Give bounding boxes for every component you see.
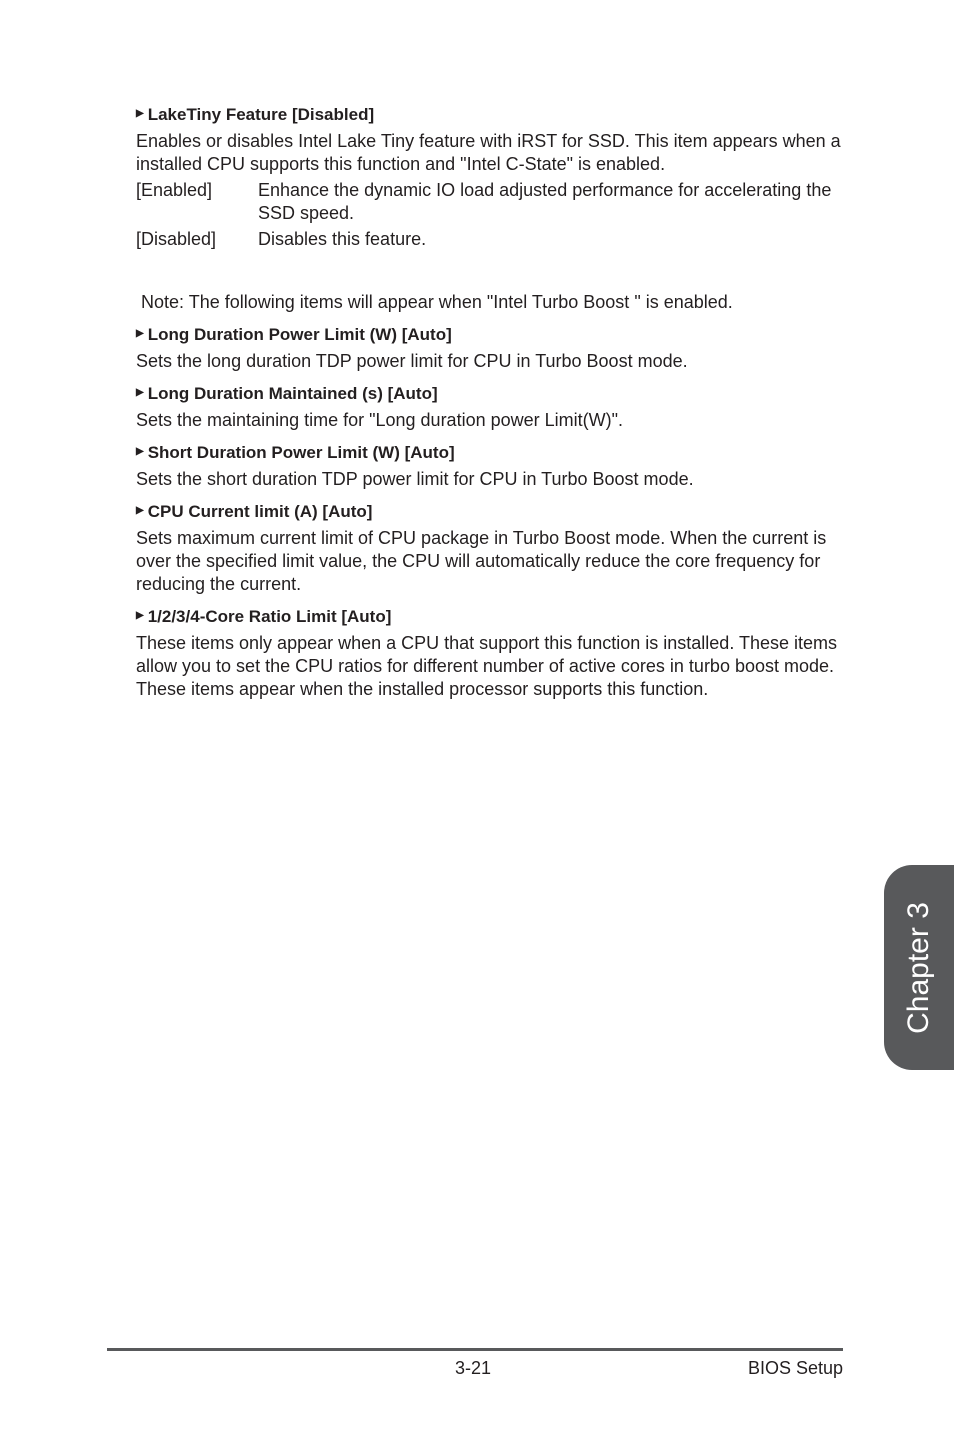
bullet-arrow-icon: ▶ bbox=[136, 328, 144, 339]
section-laketiny bbox=[136, 104, 848, 251]
section-core-ratio-limit bbox=[136, 606, 848, 701]
heading-text: Short Duration Power Limit (W) [Auto] bbox=[147, 443, 455, 462]
section-short-duration-power-limit bbox=[136, 442, 848, 491]
section-heading bbox=[136, 324, 848, 346]
section-heading bbox=[136, 383, 848, 405]
section-body: Sets maximum current limit of CPU package in Turbo Boost mode. When the current is over the specified limit value, the CPU will automatically reduce the core frequency for reducing the current. bbox=[136, 528, 827, 594]
footer-section-title: BIOS Setup bbox=[747, 1358, 843, 1378]
section-long-duration-maintained bbox=[136, 383, 848, 432]
page-number: 3-21 bbox=[455, 1358, 492, 1378]
heading-text: 1/2/3/4-Core Ratio Limit [Auto] bbox=[147, 607, 392, 626]
option-row bbox=[136, 179, 848, 225]
section-body: Sets the maintaining time for "Long duration power Limit(W)". bbox=[136, 410, 623, 430]
section-heading bbox=[136, 104, 848, 126]
heading-text: LakeTiny Feature [Disabled] bbox=[147, 105, 375, 124]
option-description: Enhance the dynamic IO load adjusted performance for accelerating the SSD speed. bbox=[258, 180, 832, 223]
bullet-arrow-icon: ▶ bbox=[136, 610, 144, 621]
heading-text: CPU Current limit (A) [Auto] bbox=[147, 502, 373, 521]
bullet-arrow-icon: ▶ bbox=[136, 387, 144, 398]
bullet-arrow-icon: ▶ bbox=[136, 505, 144, 516]
option-row bbox=[136, 228, 848, 251]
manual-content bbox=[136, 104, 848, 711]
option-key: [Disabled] bbox=[136, 229, 217, 249]
section-heading bbox=[136, 606, 848, 628]
bullet-arrow-icon: ▶ bbox=[136, 446, 144, 457]
option-description: Disables this feature. bbox=[258, 229, 427, 249]
section-long-duration-power-limit bbox=[136, 324, 848, 373]
turbo-boost-note: Note: The following items will appear when "Intel Turbo Boost " is enabled. bbox=[141, 292, 733, 312]
bullet-arrow-icon: ▶ bbox=[136, 108, 144, 119]
chapter-tab bbox=[884, 865, 954, 1070]
section-heading bbox=[136, 501, 848, 523]
section-body: These items only appear when a CPU that support this function is installed. These items allow you to set the CPU ratios for different number of active cores in turbo boost mode. These items appear when the installed processor supports this function. bbox=[136, 633, 838, 699]
heading-text: Long Duration Power Limit (W) [Auto] bbox=[147, 325, 452, 344]
section-heading bbox=[136, 442, 848, 464]
footer-divider bbox=[107, 1348, 843, 1351]
section-cpu-current-limit bbox=[136, 501, 848, 596]
section-body: Enables or disables Intel Lake Tiny feature with iRST for SSD. This item appears when a installed CPU supports this function and "Intel C-State" is enabled. bbox=[136, 131, 841, 174]
section-body: Sets the long duration TDP power limit for CPU in Turbo Boost mode. bbox=[136, 351, 688, 371]
option-key: [Enabled] bbox=[136, 180, 213, 200]
chapter-tab-label: Chapter 3 bbox=[902, 901, 935, 1034]
section-body: Sets the short duration TDP power limit for CPU in Turbo Boost mode. bbox=[136, 469, 694, 489]
heading-text: Long Duration Maintained (s) [Auto] bbox=[147, 384, 438, 403]
